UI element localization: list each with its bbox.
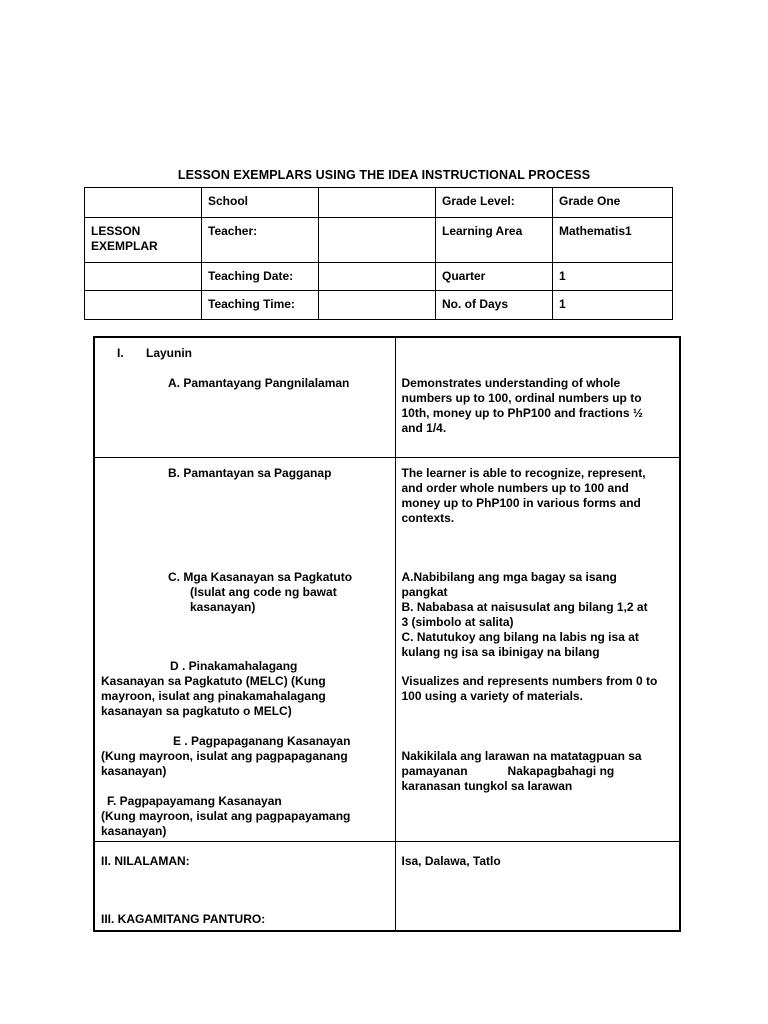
nilalaman-value-cell [395, 842, 680, 932]
text-line: kasanayan) [101, 764, 167, 778]
pinakamahalagang-kasanayan-value [402, 674, 658, 704]
nilalaman-value: Isa, Dalawa, Tatlo [401, 854, 501, 868]
text-line: (Kung mayroon, isulat ang pagpapaganang [101, 749, 348, 763]
lesson-exemplar-label [85, 218, 202, 263]
text-line: numbers up to 100, ordinal numbers up to [401, 391, 642, 405]
text-line: E . Pagpapaganang Kasanayan [173, 734, 351, 748]
quarter-label: Quarter [436, 263, 553, 291]
pagpapaganang-kasanayan-label [101, 734, 350, 779]
text-line: money up to PhP100 in various forms and [401, 496, 641, 510]
text-line: 100 using a variety of materials. [401, 689, 583, 703]
teaching-time-value [319, 291, 436, 320]
text-line: Demonstrates understanding of whole [401, 376, 621, 390]
layunin-label: Layunin [146, 346, 193, 360]
layunin-number: I. [117, 346, 124, 360]
grade-level-value: Grade One [553, 188, 673, 218]
text-line: kasanayan sa pagkatuto o MELC) [101, 704, 292, 718]
text-line: 3 (simbolo at salita) [401, 615, 514, 629]
header-empty-cell [85, 291, 202, 320]
teacher-value [319, 218, 436, 263]
text-line: kulang ng isa sa ibinigay na bilang [401, 645, 600, 659]
text-line: B. Nababasa at naisusulat ang bilang 1,2 at [401, 600, 648, 614]
text-line: kasanayan) [190, 600, 256, 614]
text-line: A.Nabibilang ang mga bagay sa isang [401, 570, 617, 584]
text-line: (Kung mayroon, isulat ang pagpapayamang [101, 809, 351, 823]
teaching-time-label: Teaching Time: [202, 291, 319, 320]
text-line: pangkat [401, 585, 448, 599]
text-line: and order whole numbers up to 100 and [401, 481, 629, 495]
text-line: 10th, money up to PhP100 and fractions ½ [401, 406, 643, 420]
text-line: contexts. [401, 511, 455, 525]
pagpapayamang-kasanayan-label [101, 794, 350, 839]
pamantayang-pangnilalaman-value [395, 337, 680, 458]
no-of-days-value: 1 [553, 291, 673, 320]
no-of-days-label: No. of Days [436, 291, 553, 320]
pamantayan-sa-pagganap-label: B. Pamantayan sa Pagganap [168, 466, 332, 480]
text-line: karanasan tungkol sa larawan [401, 779, 573, 793]
header-table [84, 187, 673, 320]
learning-area-label: Learning Area [436, 218, 553, 263]
pamantayan-sa-pagganap-value [402, 466, 646, 526]
header-empty-cell [85, 263, 202, 291]
pamantayan-section-cell [94, 458, 395, 842]
lesson-exemplar-line-2: EXEMPLAR [91, 239, 158, 253]
text-line: (Isulat ang code ng bawat [190, 585, 337, 599]
pamantayan-section-values [395, 458, 680, 842]
text-line: and 1/4. [401, 421, 447, 435]
lesson-content-table [93, 336, 681, 932]
school-label: School [202, 188, 319, 218]
kagamitang-panturo-label: III. KAGAMITANG PANTURO: [101, 912, 266, 926]
teacher-label: Teacher: [202, 218, 319, 263]
mga-kasanayan-label [168, 570, 352, 615]
text-line: F. Pagpapayamang Kasanayan [107, 794, 282, 808]
text-line: Kasanayan sa Pagkatuto (MELC) (Kung [101, 674, 326, 688]
teaching-date-label: Teaching Date: [202, 263, 319, 291]
header-empty-cell [85, 188, 202, 218]
teaching-date-value [319, 263, 436, 291]
text-line: Visualizes and represents numbers from 0 to [401, 674, 658, 688]
layunin-cell [94, 337, 395, 458]
pagpapaganang-kasanayan-value [402, 749, 642, 794]
document-title: LESSON EXEMPLARS USING THE IDEA INSTRUCTIONAL PROCESS [177, 168, 591, 182]
text-line: The learner is able to recognize, represent, [401, 466, 646, 480]
text-line: pamayanan Nakapagbahagi ng [401, 764, 615, 778]
text-line: kasanayan) [101, 824, 167, 838]
text-line: C. Natutukoy ang bilang na labis ng isa at [401, 630, 639, 644]
nilalaman-cell [94, 842, 395, 932]
quarter-value: 1 [553, 263, 673, 291]
text-line: Nakikilala ang larawan na matatagpuan sa [401, 749, 642, 763]
grade-level-label: Grade Level: [436, 188, 553, 218]
school-value [319, 188, 436, 218]
mga-kasanayan-value [402, 570, 648, 660]
pamantayang-pangnilalaman-label: A. Pamantayang Pangnilalaman [168, 376, 350, 390]
text-line: mayroon, isulat ang pinakamahalagang [101, 689, 326, 703]
nilalaman-label: II. NILALAMAN: [101, 854, 190, 868]
pinakamahalagang-kasanayan-label [101, 659, 326, 719]
lesson-exemplar-line-1: LESSON [91, 224, 141, 238]
learning-area-value: Mathematis1 [553, 218, 673, 263]
text-line: D . Pinakamahalagang [170, 659, 298, 673]
text-line: C. Mga Kasanayan sa Pagkatuto [168, 570, 353, 584]
